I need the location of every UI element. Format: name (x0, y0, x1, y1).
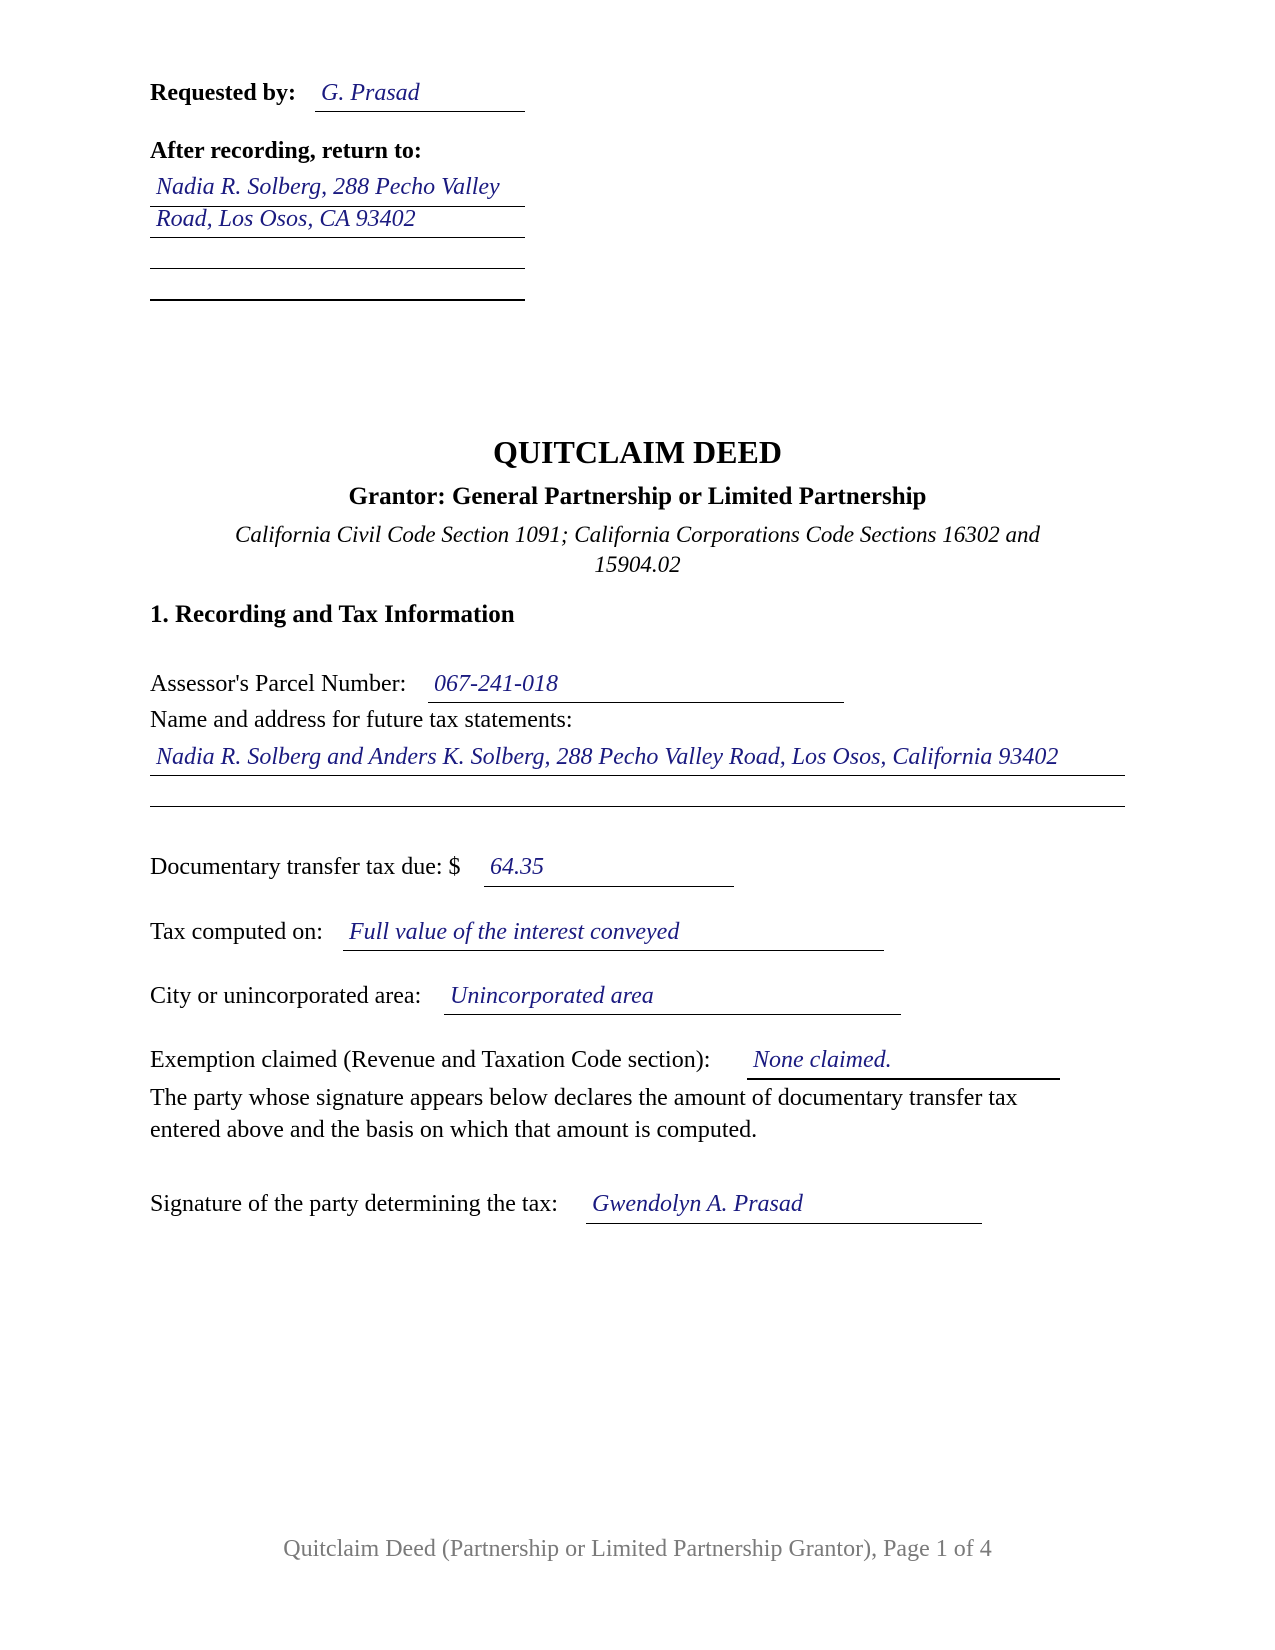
signature-field[interactable]: Gwendolyn A. Prasad (592, 1191, 803, 1217)
document-title: QUITCLAIM DEED (493, 434, 782, 470)
section-1-heading: 1. Recording and Tax Information (150, 601, 515, 628)
city-underline (444, 1014, 901, 1015)
tax-statements-label: Name and address for future tax statements: (150, 707, 573, 733)
computed-on-field[interactable]: Full value of the interest conveyed (349, 919, 680, 945)
requested-by-field[interactable]: G. Prasad (321, 80, 420, 106)
declaration-line-2: entered above and the basis on which that amount is computed. (150, 1117, 758, 1143)
exemption-field[interactable]: None claimed. (753, 1047, 892, 1073)
return-to-underline-3 (150, 268, 525, 269)
citation-line-2: 15904.02 (594, 552, 681, 577)
return-to-underline-4 (150, 299, 525, 301)
signature-label: Signature of the party determining the tax: (150, 1191, 558, 1217)
exemption-label: Exemption claimed (Revenue and Taxation Code section): (150, 1047, 711, 1073)
citation-line-1: California Civil Code Section 1091; California Corporations Code Sections 16302 and (235, 522, 1040, 547)
tax-statements-field[interactable]: Nadia R. Solberg and Anders K. Solberg, 288 Pecho Valley Road, Los Osos, California 93402 (156, 744, 1059, 770)
transfer-tax-underline (484, 886, 734, 887)
computed-on-underline (343, 950, 884, 951)
tax-statements-underline-2 (150, 806, 1125, 807)
city-field[interactable]: Unincorporated area (450, 983, 654, 1009)
tax-statements-underline-1 (150, 775, 1125, 776)
declaration-line-1: The party whose signature appears below declares the amount of documentary transfer tax (150, 1085, 1018, 1111)
document-subtitle: Grantor: General Partnership or Limited Partnership (348, 483, 927, 510)
city-label: City or unincorporated area: (150, 983, 422, 1009)
transfer-tax-field[interactable]: 64.35 (490, 854, 544, 880)
apn-field[interactable]: 067-241-018 (434, 671, 558, 697)
computed-on-label: Tax computed on: (150, 919, 323, 945)
transfer-tax-label: Documentary transfer tax due: $ (150, 854, 461, 880)
requested-by-underline (315, 111, 525, 112)
return-to-line2-field[interactable]: Road, Los Osos, CA 93402 (156, 206, 416, 232)
page-footer: Quitclaim Deed (Partnership or Limited Partnership Grantor), Page 1 of 4 (283, 1536, 992, 1562)
apn-label: Assessor's Parcel Number: (150, 671, 407, 697)
exemption-underline (747, 1078, 1060, 1080)
return-to-label: After recording, return to: (150, 138, 422, 164)
requested-by-label: Requested by: (150, 80, 297, 106)
signature-underline (586, 1223, 982, 1224)
return-to-line1-field[interactable]: Nadia R. Solberg, 288 Pecho Valley (156, 174, 500, 200)
return-to-underline-2 (150, 237, 525, 238)
apn-underline (428, 702, 844, 703)
